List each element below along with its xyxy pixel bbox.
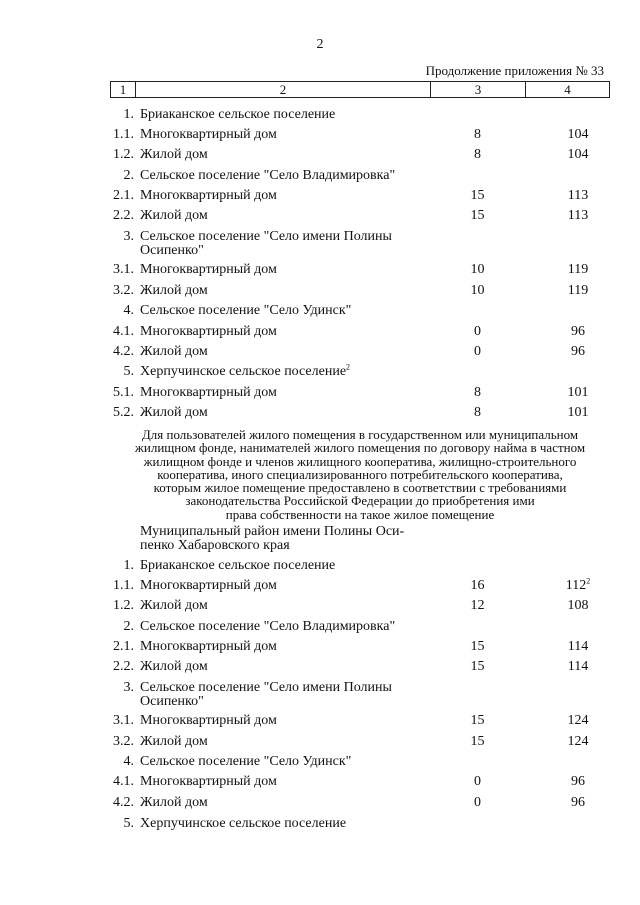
page-number: 2 xyxy=(316,37,324,52)
row-col3: 8 xyxy=(474,405,481,420)
row-name: Жилой дом xyxy=(140,208,208,223)
row-col3: 10 xyxy=(470,283,485,298)
row-col3: 15 xyxy=(470,208,485,223)
row-name: Сельское поселение "Село имени Полины Осипенко" xyxy=(140,680,392,709)
row-number: 2.1. xyxy=(113,639,134,654)
row-name: Бриаканское сельское поселение xyxy=(140,107,336,122)
row-col4: 104 xyxy=(567,127,589,142)
table-row xyxy=(0,145,640,165)
row-col3: 15 xyxy=(470,734,485,749)
row-name-text: Херпучинское сельское поселение xyxy=(140,364,347,379)
row-col3: 15 xyxy=(470,639,485,654)
table-row xyxy=(0,678,640,712)
row-number: 4.2. xyxy=(113,795,134,810)
row-col4: 119 xyxy=(567,262,589,277)
row-col4: 101 xyxy=(567,385,589,400)
row-number: 1.1. xyxy=(113,578,134,593)
table-row xyxy=(0,206,640,226)
table-row xyxy=(0,281,640,301)
paragraph-line: жилищном фонде и членов жилищного кооператива, жилищно-строительного xyxy=(143,453,577,469)
row-col4: 96 xyxy=(571,774,585,789)
header-col-1: 1 xyxy=(111,82,136,97)
footnote-mark: 2 xyxy=(586,576,591,586)
row-name: Сельское поселение "Село имени Полины Осипенко" xyxy=(140,229,392,258)
row-col3: 16 xyxy=(470,578,485,593)
footnote-mark: 2 xyxy=(346,362,351,372)
row-name: Жилой дом xyxy=(140,659,208,674)
table-row xyxy=(0,260,640,280)
table-row xyxy=(0,301,640,321)
row-col3: 15 xyxy=(470,659,485,674)
table-row xyxy=(0,657,640,677)
row-name: Херпучинское сельское поселение xyxy=(140,816,347,831)
row-name: Сельское поселение "Село Удинск" xyxy=(140,754,352,769)
paragraph-line: которым жилое помещение предоставлено в соответствии с требованиями xyxy=(153,480,567,496)
row-col4: 113 xyxy=(567,208,589,223)
row-number: 4.2. xyxy=(113,344,134,359)
row-col4: 96 xyxy=(571,324,585,339)
row-name: Жилой дом xyxy=(140,405,208,420)
row-col4: 113 xyxy=(567,188,589,203)
row-name: Многоквартирный дом xyxy=(140,262,277,277)
row-number: 3. xyxy=(123,680,134,695)
row-col4: 96 xyxy=(571,795,585,810)
row-number: 2.2. xyxy=(113,208,134,223)
row-number: 5. xyxy=(123,816,134,831)
row-number: 4. xyxy=(123,303,134,318)
row-number: 2.2. xyxy=(113,659,134,674)
table-row xyxy=(0,383,640,403)
row-name: Многоквартирный дом xyxy=(140,324,277,339)
table-row xyxy=(0,166,640,186)
continuation-label: Продолжение приложения № 33 xyxy=(425,63,604,78)
row-col4 xyxy=(548,576,608,596)
row-col3: 8 xyxy=(474,385,481,400)
row-name: Жилой дом xyxy=(140,344,208,359)
row-name xyxy=(140,362,350,382)
table-row xyxy=(0,576,640,596)
row-name: Многоквартирный дом xyxy=(140,385,277,400)
table-row xyxy=(0,617,640,637)
table-row xyxy=(0,362,640,382)
row-col3: 8 xyxy=(474,127,481,142)
table-row xyxy=(0,105,640,125)
row-col3: 0 xyxy=(474,795,481,810)
header-col-3: 3 xyxy=(431,82,526,97)
table-header xyxy=(110,81,610,98)
row-name: Жилой дом xyxy=(140,147,208,162)
row-number: 3.1. xyxy=(113,262,134,277)
table-row xyxy=(0,732,640,752)
row-number: 2. xyxy=(123,619,134,634)
row-name: Многоквартирный дом xyxy=(140,188,277,203)
header-col-4: 4 xyxy=(564,82,571,97)
table-row xyxy=(0,227,640,261)
district-title xyxy=(140,525,440,553)
table-row xyxy=(0,814,640,834)
paragraph-line: права собственности на такое жилое помещение xyxy=(225,506,495,522)
row-name: Многоквартирный дом xyxy=(140,127,277,142)
table-row xyxy=(0,125,640,145)
row-number: 3.2. xyxy=(113,283,134,298)
row-col3: 8 xyxy=(474,147,481,162)
row-number: 3.1. xyxy=(113,713,134,728)
table-row xyxy=(0,556,640,576)
row-number: 1.2. xyxy=(113,147,134,162)
row-col4: 114 xyxy=(567,659,589,674)
row-col4: 101 xyxy=(567,405,589,420)
row-number: 2. xyxy=(123,168,134,183)
table-row xyxy=(0,711,640,731)
row-number: 5.2. xyxy=(113,405,134,420)
table-row xyxy=(0,186,640,206)
row-number: 4.1. xyxy=(113,324,134,339)
row-name: Многоквартирный дом xyxy=(140,578,277,593)
row-name: Многоквартирный дом xyxy=(140,713,277,728)
table-row xyxy=(0,322,640,342)
row-number: 4. xyxy=(123,754,134,769)
row-number: 1. xyxy=(123,107,134,122)
row-number: 4.1. xyxy=(113,774,134,789)
row-name: Бриаканское сельское поселение xyxy=(140,558,336,573)
row-col4: 96 xyxy=(571,344,585,359)
table-row xyxy=(0,403,640,423)
row-name: Сельское поселение "Село Удинск" xyxy=(140,303,352,318)
row-number: 3.2. xyxy=(113,734,134,749)
table-row xyxy=(0,772,640,792)
paragraph-line: законодательства Российской Федерации до приобретения ими xyxy=(185,493,535,509)
district-line: пенко Хабаровского края xyxy=(140,538,290,553)
row-col4: 108 xyxy=(567,598,589,613)
header-col-2: 2 xyxy=(136,82,431,97)
table-row xyxy=(0,596,640,616)
table-row xyxy=(0,637,640,657)
row-col4: 114 xyxy=(567,639,589,654)
row-col3: 0 xyxy=(474,774,481,789)
row-col4: 119 xyxy=(567,283,589,298)
row-col3: 12 xyxy=(470,598,485,613)
row-col3: 0 xyxy=(474,344,481,359)
row-number: 5. xyxy=(123,364,134,379)
row-number: 1.2. xyxy=(113,598,134,613)
table-row xyxy=(0,752,640,772)
row-col4: 104 xyxy=(567,147,589,162)
row-col3: 15 xyxy=(470,713,485,728)
row-name: Многоквартирный дом xyxy=(140,639,277,654)
row-number: 2.1. xyxy=(113,188,134,203)
row-name: Сельское поселение "Село Владимировка" xyxy=(140,619,396,634)
row-name: Сельское поселение "Село Владимировка" xyxy=(140,168,396,183)
paragraph-line: кооператива, иного специализированного потребительского кооператива, xyxy=(157,466,563,482)
row-name: Жилой дом xyxy=(140,598,208,613)
row-name: Жилой дом xyxy=(140,795,208,810)
table-row xyxy=(0,793,640,813)
row-number: 1.1. xyxy=(113,127,134,142)
row-number: 3. xyxy=(123,229,134,244)
row-name: Жилой дом xyxy=(140,283,208,298)
row-col3: 15 xyxy=(470,188,485,203)
row-number: 1. xyxy=(123,558,134,573)
paragraph-line: жилищном фонде, нанимателей жилого помещения по договору найма в частном xyxy=(134,440,586,456)
row-name: Жилой дом xyxy=(140,734,208,749)
district-line: Муниципальный район имени Полины Оси- xyxy=(140,524,405,539)
row-col3: 0 xyxy=(474,324,481,339)
table-row xyxy=(0,342,640,362)
paragraph-line: Для пользователей жилого помещения в государственном или муниципальном xyxy=(141,427,579,442)
row-name: Многоквартирный дом xyxy=(140,774,277,789)
row-col4: 124 xyxy=(567,734,589,749)
row-col4-text: 112 xyxy=(565,578,587,593)
row-col4: 124 xyxy=(567,713,589,728)
section-heading-paragraph xyxy=(110,428,610,521)
row-number: 5.1. xyxy=(113,385,134,400)
row-col3: 10 xyxy=(470,262,485,277)
